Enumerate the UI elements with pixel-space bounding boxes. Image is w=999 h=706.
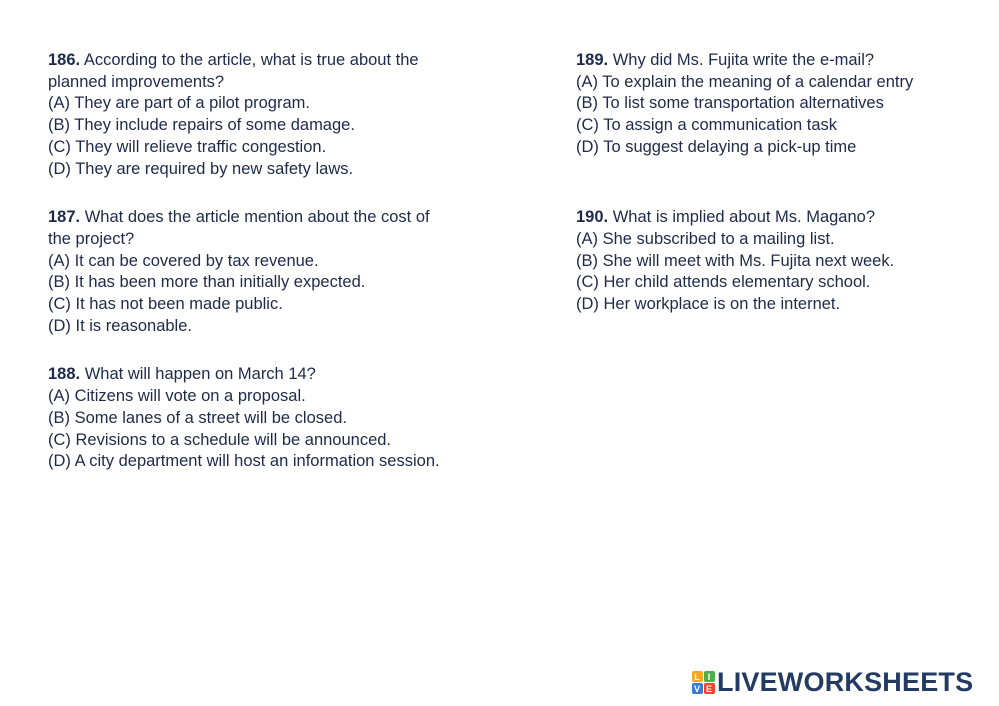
option-a[interactable]: (A) They are part of a pilot program. bbox=[48, 94, 310, 113]
option-d[interactable]: (D) They are required by new safety laws. bbox=[48, 159, 354, 178]
option-c[interactable]: (C) To assign a communication task bbox=[576, 116, 838, 135]
option-c[interactable]: (C) Revisions to a schedule will be announced. bbox=[48, 430, 392, 449]
option-c[interactable]: (C) They will relieve traffic congestion. bbox=[48, 137, 327, 156]
option-b[interactable]: (B) They include repairs of some damage. bbox=[48, 116, 355, 135]
option-d[interactable]: (D) To suggest delaying a pick-up time bbox=[576, 137, 857, 156]
option-a[interactable]: (A) She subscribed to a mailing list. bbox=[576, 229, 835, 248]
question-number: 189. bbox=[576, 51, 609, 69]
question-number: 188. bbox=[48, 365, 81, 384]
question-stem bbox=[48, 207, 518, 229]
option-a[interactable]: (A) To explain the meaning of a calendar entry bbox=[576, 72, 914, 91]
option-a[interactable]: (A) It can be covered by tax revenue. bbox=[48, 251, 319, 270]
question-text: According to the article, what is true about the bbox=[83, 51, 419, 69]
question-stem bbox=[576, 50, 976, 72]
question-188 bbox=[48, 364, 518, 473]
logo-badge-letter: L bbox=[692, 671, 703, 682]
question-187 bbox=[48, 207, 518, 337]
question-text: What does the article mention about the cost of bbox=[84, 208, 430, 227]
left-question-column bbox=[48, 50, 518, 500]
question-number: 190. bbox=[576, 208, 609, 227]
question-186 bbox=[48, 50, 518, 180]
option-d[interactable]: (D) It is reasonable. bbox=[48, 316, 192, 335]
logo-badge-letter: E bbox=[704, 683, 715, 694]
question-text-continued: planned improvements? bbox=[48, 72, 225, 91]
option-b[interactable]: (B) She will meet with Ms. Fujita next week. bbox=[576, 251, 895, 270]
question-number: 186. bbox=[48, 51, 81, 69]
question-stem bbox=[576, 207, 976, 229]
option-d[interactable]: (D) A city department will host an information session. bbox=[48, 452, 440, 471]
question-number: 187. bbox=[48, 208, 81, 227]
liveworksheets-logo bbox=[691, 668, 973, 696]
option-c[interactable]: (C) It has not been made public. bbox=[48, 295, 283, 314]
logo-text: LIVEWORKSHEETS bbox=[717, 667, 974, 697]
logo-badge-icon bbox=[691, 670, 715, 694]
option-b[interactable]: (B) Some lanes of a street will be closed. bbox=[48, 408, 347, 427]
option-d[interactable]: (D) Her workplace is on the internet. bbox=[576, 295, 841, 314]
question-text: What will happen on March 14? bbox=[84, 365, 316, 384]
question-text: Why did Ms. Fujita write the e-mail? bbox=[612, 51, 875, 69]
question-190 bbox=[576, 207, 976, 316]
logo-badge-letter: I bbox=[704, 671, 715, 682]
option-b[interactable]: (B) It has been more than initially expected. bbox=[48, 273, 366, 292]
option-b[interactable]: (B) To list some transportation alternatives bbox=[576, 94, 884, 113]
option-c[interactable]: (C) Her child attends elementary school. bbox=[576, 273, 871, 292]
question-text-continued: the project? bbox=[48, 229, 135, 248]
question-189 bbox=[576, 50, 976, 159]
logo-badge-letter: V bbox=[692, 683, 703, 694]
option-a[interactable]: (A) Citizens will vote on a proposal. bbox=[48, 387, 306, 406]
right-question-column bbox=[576, 50, 976, 343]
question-stem bbox=[48, 50, 518, 72]
question-text: What is implied about Ms. Magano? bbox=[612, 208, 876, 227]
question-stem bbox=[48, 364, 518, 386]
